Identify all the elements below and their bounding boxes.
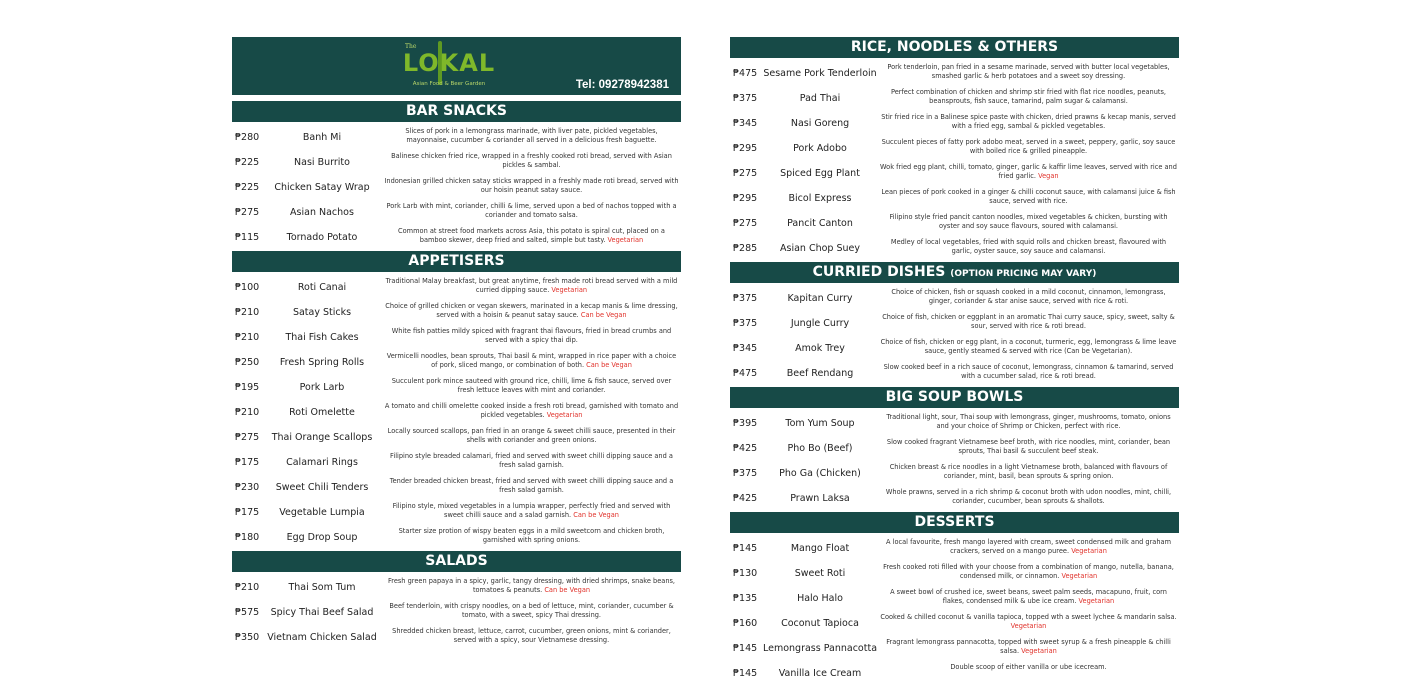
- item-description-text: Common at street food markets across Asia, this potato is spiral cut, placed on a bamboo skewer, deep fried and salted, simple but tasty.: [398, 227, 665, 244]
- item-description-text: Whole prawns, served in a rich shrimp & coconut broth with udon noodles, mint, chilli, coriander, cucumber, bean sprouts & shallots.: [885, 488, 1172, 505]
- item-name: Vegetable Lumpia: [279, 507, 365, 518]
- menu-item: [730, 287, 1179, 312]
- item-description: [880, 288, 1177, 305]
- menu-item: [232, 201, 681, 226]
- item-price: ₱350: [235, 632, 260, 643]
- item-description-text: Filipino style fried pancit canton noodles, mixed vegetables & chicken, bursting with oyster and soy sauce flavours, soured with calamansi.: [889, 213, 1168, 230]
- section-header: [232, 101, 681, 122]
- logo-wordmark: LOKAL: [402, 49, 496, 77]
- menu-item: [730, 537, 1179, 562]
- restaurant-logo: [394, 41, 504, 91]
- dietary-tag: Vegetarian: [1078, 596, 1115, 605]
- menu-item: [730, 412, 1179, 437]
- dietary-tag: Can be Vegan: [544, 585, 591, 594]
- item-description-text: Balinese chicken fried rice, wrapped in a freshly cooked roti bread, served with Asian pickles & sambal.: [391, 152, 672, 169]
- dietary-tag: Can be Vegan: [580, 310, 627, 319]
- section-header: [730, 37, 1179, 58]
- item-name: Lemongrass Pannacotta: [762, 643, 878, 654]
- item-name: Halo Halo: [797, 593, 843, 604]
- section-note: (OPTION PRICING MAY VARY): [950, 269, 1097, 279]
- item-description: [384, 602, 679, 619]
- item-name: Tornado Potato: [286, 232, 358, 243]
- item-name: Sweet Roti: [794, 568, 846, 579]
- item-description-text: Choice of fish, chicken or egg plant, in a coconut, turmeric, egg, lemongrass & lime leave sauce, gently steamed & served with rice (Can be Vegetarian).: [880, 338, 1177, 355]
- item-name: Prawn Laksa: [790, 493, 850, 504]
- item-description: [384, 202, 679, 219]
- item-description-text: Shredded chicken breast, lettuce, carrot, cucumber, green onions, mint & coriander, served with a spicy, sour Vietnamese dressing.: [392, 627, 671, 644]
- item-description: [880, 338, 1177, 355]
- menu-item: [730, 362, 1179, 387]
- item-name: Jungle Curry: [790, 318, 850, 329]
- menu-item: [232, 576, 681, 601]
- item-name: Kapitan Curry: [787, 293, 853, 304]
- menu-item: [730, 662, 1179, 687]
- item-price: ₱375: [733, 468, 758, 479]
- item-price: ₱395: [733, 418, 758, 429]
- item-description: [384, 227, 679, 244]
- item-description: [880, 188, 1177, 205]
- menu-item: [730, 562, 1179, 587]
- menu-item: [730, 612, 1179, 637]
- menu-item: [232, 226, 681, 251]
- item-description-text: Pork Larb with mint, coriander, chilli & lime, served upon a bed of nachos topped with a coriander and tomato salsa.: [386, 202, 677, 219]
- item-description: [384, 352, 679, 369]
- menu-item: [232, 501, 681, 526]
- item-description-text: A local favourite, fresh mango layered with cream, sweet condensed milk and graham crackers, served on a mango puree.: [886, 538, 1171, 555]
- item-price: ₱145: [733, 543, 758, 554]
- item-description: [384, 277, 679, 294]
- item-description-text: Perfect combination of chicken and shrimp stir fried with flat rice noodles, peanuts, beansprouts, fish sauce, tamarind, palm sugar & calamansi.: [890, 88, 1167, 105]
- item-name: Spicy Thai Beef Salad: [270, 607, 374, 618]
- item-description: [880, 313, 1177, 330]
- menu-item: [730, 162, 1179, 187]
- item-description: [880, 63, 1177, 80]
- item-name: Calamari Rings: [286, 457, 358, 468]
- item-description-text: Stir fried rice in a Balinese spice paste with chicken, dried prawns & kecap manis, served with a fried egg, sambal & pickled vegetables.: [881, 113, 1176, 130]
- menu-item: [730, 237, 1179, 262]
- menu-item: [730, 62, 1179, 87]
- dietary-tag: Vegetarian: [1061, 571, 1098, 580]
- item-name: Bicol Express: [788, 193, 852, 204]
- menu-item: [730, 312, 1179, 337]
- item-description-text: White fish patties mildy spiced with fragrant thai flavours, fried in bread crumbs and served with a spicy thai dip.: [391, 327, 672, 344]
- item-description: [384, 627, 679, 644]
- right-menu-column: [730, 37, 1179, 687]
- logo-banner: [232, 37, 681, 95]
- menu-item: [730, 187, 1179, 212]
- dietary-tag: Vegetarian: [1071, 546, 1107, 555]
- dietary-tag: Vegetarian: [607, 235, 644, 244]
- item-description: [880, 663, 1177, 672]
- item-price: ₱375: [733, 318, 758, 329]
- item-description: [880, 538, 1177, 555]
- item-description: [880, 88, 1177, 105]
- item-price: ₱145: [733, 668, 758, 679]
- menu-item: [232, 176, 681, 201]
- item-description: [880, 463, 1177, 480]
- item-description: [384, 302, 679, 319]
- menu-item: [232, 401, 681, 426]
- section-header: [232, 251, 681, 272]
- item-description: [384, 127, 679, 144]
- item-price: ₱135: [733, 593, 758, 604]
- menu-item: [232, 526, 681, 551]
- item-description-text: Filipino style, mixed vegetables in a lumpia wrapper, perfectly fried and served with sweet chilli sauce and a salad garnish.: [392, 502, 671, 519]
- item-price: ₱180: [235, 532, 260, 543]
- item-name: Tom Yum Soup: [785, 418, 855, 429]
- item-name: Fresh Spring Rolls: [279, 357, 365, 368]
- item-description: [880, 363, 1177, 380]
- item-name: Egg Drop Soup: [286, 532, 358, 543]
- item-description: [880, 413, 1177, 430]
- menu-item: [232, 426, 681, 451]
- item-description: [880, 638, 1177, 655]
- item-price: ₱210: [235, 307, 260, 318]
- item-description-text: Slow cooked beef in a rich sauce of coconut, lemongrass, cinnamon & tamarind, served with a cucumber salad, rice & roti bread.: [883, 363, 1174, 380]
- item-description: [384, 177, 679, 194]
- menu-item: [730, 87, 1179, 112]
- item-price: ₱345: [733, 118, 758, 129]
- item-name: Asian Nachos: [290, 207, 354, 218]
- section-title: RICE, NOODLES & OTHERS: [850, 39, 1059, 55]
- section-title: BIG SOUP BOWLS: [885, 389, 1024, 405]
- item-description-text: Starter size protion of wispy beaten eggs in a mild sweetcorn and chicken broth, garnished with spring onions.: [398, 527, 665, 544]
- item-description-text: Filipino style breaded calamari, fried and served with sweet chilli dipping sauce and a fresh salad garnish.: [390, 452, 673, 469]
- item-description: [880, 488, 1177, 505]
- item-description-text: Succulent pieces of fatty pork adobo meat, served in a sweet, peppery, garlic, soy sauce with boiled rice & grilled pineapple.: [881, 138, 1176, 155]
- item-price: ₱475: [733, 68, 758, 79]
- item-name: Pho Bo (Beef): [787, 443, 853, 454]
- item-price: ₱160: [733, 618, 758, 629]
- dietary-tag: Vegetarian: [1010, 621, 1047, 630]
- menu-item: [232, 351, 681, 376]
- item-description: [880, 613, 1177, 630]
- item-price: ₱295: [733, 143, 758, 154]
- item-description-text: A sweet bowl of crushed ice, sweet beans, sweet palm seeds, macapuno, fruit, corn flakes, condensed milk & ube ice cream.: [890, 588, 1167, 605]
- menu-item: [232, 151, 681, 176]
- item-price: ₱145: [733, 643, 758, 654]
- item-description: [384, 152, 679, 169]
- item-description-text: Locally sourced scallops, pan fried in an orange & sweet chilli sauce, presented in their shells with coriander and green onions.: [387, 427, 676, 444]
- item-description-text: Fresh green papaya in a spicy, garlic, tangy dressing, with dried shrimps, snake beans, tomatoes & peanuts.: [387, 577, 676, 594]
- item-name: Roti Canai: [297, 282, 347, 293]
- section-title: BAR SNACKS: [405, 103, 507, 119]
- item-description: [880, 138, 1177, 155]
- item-price: ₱575: [235, 607, 260, 618]
- item-price: ₱275: [235, 432, 260, 443]
- item-description-text: Double scoop of either vanilla or ube icecream.: [950, 663, 1107, 671]
- item-price: ₱475: [733, 368, 758, 379]
- item-description-text: Choice of chicken, fish or squash cooked in a mild coconut, cinnamon, lemongrass, ginger, coriander & star anise sauce, served with rice & roti.: [891, 288, 1166, 305]
- item-description-text: Fragrant lemongrass pannacotta, topped with sweet syrup & a fresh pineapple & chilli salsa.: [886, 638, 1171, 655]
- item-price: ₱345: [733, 343, 758, 354]
- menu-item: [232, 301, 681, 326]
- item-description: [880, 213, 1177, 230]
- dietary-tag: Vegetarian: [1021, 646, 1057, 655]
- item-description-text: Wok fried egg plant, chilli, tomato, ginger, garlic & kaffir lime leaves, served with rice and fried garlic.: [880, 163, 1177, 180]
- item-price: ₱210: [235, 407, 260, 418]
- item-name: Pork Adobo: [793, 143, 847, 154]
- item-name: Satay Sticks: [292, 307, 352, 318]
- item-price: ₱175: [235, 507, 260, 518]
- item-description-text: Beef tenderloin, with crispy noodles, on a bed of lettuce, mint, coriander, cucumber & tomato, with a sweet, spicy Thai dressing.: [389, 602, 674, 619]
- item-description: [384, 427, 679, 444]
- item-description-text: Fresh cooked roti filled with your choose from a combination of mango, nutella, banana, condensed milk, or cinnamon.: [883, 563, 1174, 580]
- menu-item: [730, 637, 1179, 662]
- section-header: [730, 387, 1179, 408]
- item-price: ₱130: [733, 568, 758, 579]
- dietary-tag: Can be Vegan: [573, 510, 619, 519]
- item-name: Thai Som Tum: [288, 582, 356, 593]
- item-description: [880, 588, 1177, 605]
- dietary-tag: Can be Vegan: [586, 360, 632, 369]
- item-description: [384, 377, 679, 394]
- left-menu-column: [232, 37, 681, 651]
- menu-item: [730, 337, 1179, 362]
- item-description-text: Vermicelli noodles, bean sprouts, Thai basil & mint, wrapped in rice paper with a choice of pork, sliced mango, or combination of both.: [386, 352, 677, 369]
- item-description-text: Tender breaded chicken breast, fried and served with sweet chilli dipping sauce and a fresh salad garnish.: [389, 477, 674, 494]
- item-name: Nasi Goreng: [790, 118, 850, 129]
- item-description-text: Indonesian grilled chicken satay sticks wrapped in a freshly made roti bread, served with our hoisin peanut satay sauce.: [384, 177, 679, 194]
- dietary-tag: Vegetarian: [546, 410, 583, 419]
- item-description-text: Slices of pork in a lemongrass marinade, with liver pate, pickled vegetables, mayonnaise, cucumber & coriander all served in a delicious fresh baguette.: [405, 127, 658, 144]
- logo-the-text: The: [405, 43, 417, 50]
- phone-number: Tel: 09278942381: [575, 79, 669, 91]
- item-description: [880, 113, 1177, 130]
- item-price: ₱275: [733, 218, 758, 229]
- menu-item: [730, 112, 1179, 137]
- item-name: Thai Fish Cakes: [285, 332, 359, 343]
- item-description-text: Succulent pork mince sauteed with ground rice, chilli, lime & fish sauce, served over fresh lettuce leaves with mint and coriander.: [391, 377, 672, 394]
- item-description-text: Slow cooked fragrant Vietnamese beef broth, with rice noodles, mint, coriander, bean sprouts, Thai basil & succulent beef steak.: [886, 438, 1171, 455]
- menu-item: [232, 326, 681, 351]
- item-description-text: Cooked & chilled coconut & vanilla tapioca, topped wth a sweet lychee & mandarin salsa.: [880, 613, 1177, 621]
- menu-item: [232, 451, 681, 476]
- menu-item: [730, 462, 1179, 487]
- item-description: [880, 438, 1177, 455]
- item-description-text: Medley of local vegetables, fried with squid rolls and chicken breast, flavoured with garlic, oyster sauce, soy sauce and calamansi.: [890, 238, 1167, 255]
- item-name: Beef Rendang: [786, 368, 854, 379]
- item-price: ₱295: [733, 193, 758, 204]
- item-price: ₱195: [235, 382, 260, 393]
- item-description: [384, 327, 679, 344]
- item-price: ₱425: [733, 443, 758, 454]
- dietary-tag: Vegan: [1038, 171, 1059, 180]
- section-header: [730, 512, 1179, 533]
- menu-item: [232, 626, 681, 651]
- menu-item: [730, 587, 1179, 612]
- item-price: ₱275: [733, 168, 758, 179]
- item-description: [384, 477, 679, 494]
- section-header: [730, 262, 1179, 283]
- item-price: ₱175: [235, 457, 260, 468]
- item-name: Amok Trey: [795, 343, 845, 354]
- item-description-text: Chicken breast & rice noodles in a light Vietnamese broth, balanced with flavours of coriander, mint, basil, bean sprouts & spring onion.: [889, 463, 1168, 480]
- menu-item: [232, 126, 681, 151]
- item-description-text: Choice of grilled chicken or vegan skewers, marinated in a kecap manis & lime dressing, served with a hoisin & peanut satay sauce.: [385, 302, 678, 319]
- item-name: Vietnam Chicken Salad: [267, 632, 377, 643]
- item-name: Nasi Burrito: [294, 157, 350, 168]
- item-description-text: Choice of fish, chicken or eggplant in an aromatic Thai curry sauce, spicy, sweet, salty & sour, served with rice & roti bread.: [882, 313, 1175, 330]
- dietary-tag: Vegetarian: [551, 285, 588, 294]
- item-description: [880, 163, 1177, 180]
- right-sections: [730, 37, 1179, 687]
- item-price: ₱275: [235, 207, 260, 218]
- item-name: Asian Chop Suey: [780, 243, 860, 254]
- item-price: ₱225: [235, 157, 260, 168]
- item-name: Sweet Chili Tenders: [275, 482, 369, 493]
- item-name: Mango Float: [790, 543, 850, 554]
- item-name: Thai Orange Scallops: [271, 432, 373, 443]
- item-name: Chicken Satay Wrap: [274, 182, 370, 193]
- logo-tagline: Asian Food & Beer Garden: [412, 81, 486, 87]
- item-price: ₱230: [235, 482, 260, 493]
- item-description: [880, 238, 1177, 255]
- section-title: SALADS: [425, 553, 488, 569]
- section-title: APPETISERS: [408, 253, 505, 269]
- item-name: Pho Ga (Chicken): [779, 468, 861, 479]
- section-header: [232, 551, 681, 572]
- item-description: [384, 527, 679, 544]
- item-name: Pancit Canton: [787, 218, 853, 229]
- section-title: DESSERTS: [914, 514, 995, 530]
- section-title: CURRIED DISHES: [812, 264, 946, 280]
- item-price: ₱115: [235, 232, 260, 243]
- item-description-text: A tomato and chilli omelette cooked inside a fresh roti bread, garnished with tomato and pickled vegetables.: [384, 402, 679, 419]
- item-description: [384, 577, 679, 594]
- menu-item: [730, 437, 1179, 462]
- item-price: ₱425: [733, 493, 758, 504]
- menu-item: [730, 487, 1179, 512]
- item-description: [880, 563, 1177, 580]
- item-price: ₱100: [235, 282, 260, 293]
- item-name: Banh Mi: [302, 132, 342, 143]
- item-name: Sesame Pork Tenderloin: [763, 68, 877, 79]
- item-price: ₱280: [235, 132, 260, 143]
- item-price: ₱210: [235, 582, 260, 593]
- item-description-text: Traditional Malay breakfast, but great anytime, fresh made roti bread served with a mild curried dipping sauce.: [385, 277, 678, 294]
- item-name: Roti Omelette: [289, 407, 355, 418]
- item-description-text: Traditional light, sour, Thai soup with lemongrass, ginger, mushrooms, tomato, onions and your choice of Shrimp or Chicken, perfect with rice.: [886, 413, 1171, 430]
- item-price: ₱285: [733, 243, 758, 254]
- item-price: ₱225: [235, 182, 260, 193]
- item-name: Vanilla Ice Cream: [778, 668, 862, 679]
- item-price: ₱375: [733, 293, 758, 304]
- item-price: ₱210: [235, 332, 260, 343]
- menu-item: [232, 276, 681, 301]
- item-description-text: Pork tenderloin, pan fried in a sesame marinade, served with butter local vegetables, smashed garlic & herb potatoes and a sweet soy dressing.: [887, 63, 1170, 80]
- left-sections: [232, 101, 681, 651]
- menu-item: [232, 476, 681, 501]
- item-description-text: Lean pieces of pork cooked in a ginger & chilli coconut sauce, with calamansi juice & fish sauce, served with rice.: [881, 188, 1176, 205]
- item-price: ₱375: [733, 93, 758, 104]
- menu-item: [232, 376, 681, 401]
- item-name: Pork Larb: [299, 382, 345, 393]
- item-name: Spiced Egg Plant: [780, 168, 860, 179]
- menu-item: [232, 601, 681, 626]
- menu-item: [730, 137, 1179, 162]
- item-name: Pad Thai: [799, 93, 841, 104]
- item-description: [384, 452, 679, 469]
- menu-item: [730, 212, 1179, 237]
- item-description: [384, 402, 679, 419]
- item-name: Coconut Tapioca: [781, 618, 859, 629]
- item-description: [384, 502, 679, 519]
- item-price: ₱250: [235, 357, 260, 368]
